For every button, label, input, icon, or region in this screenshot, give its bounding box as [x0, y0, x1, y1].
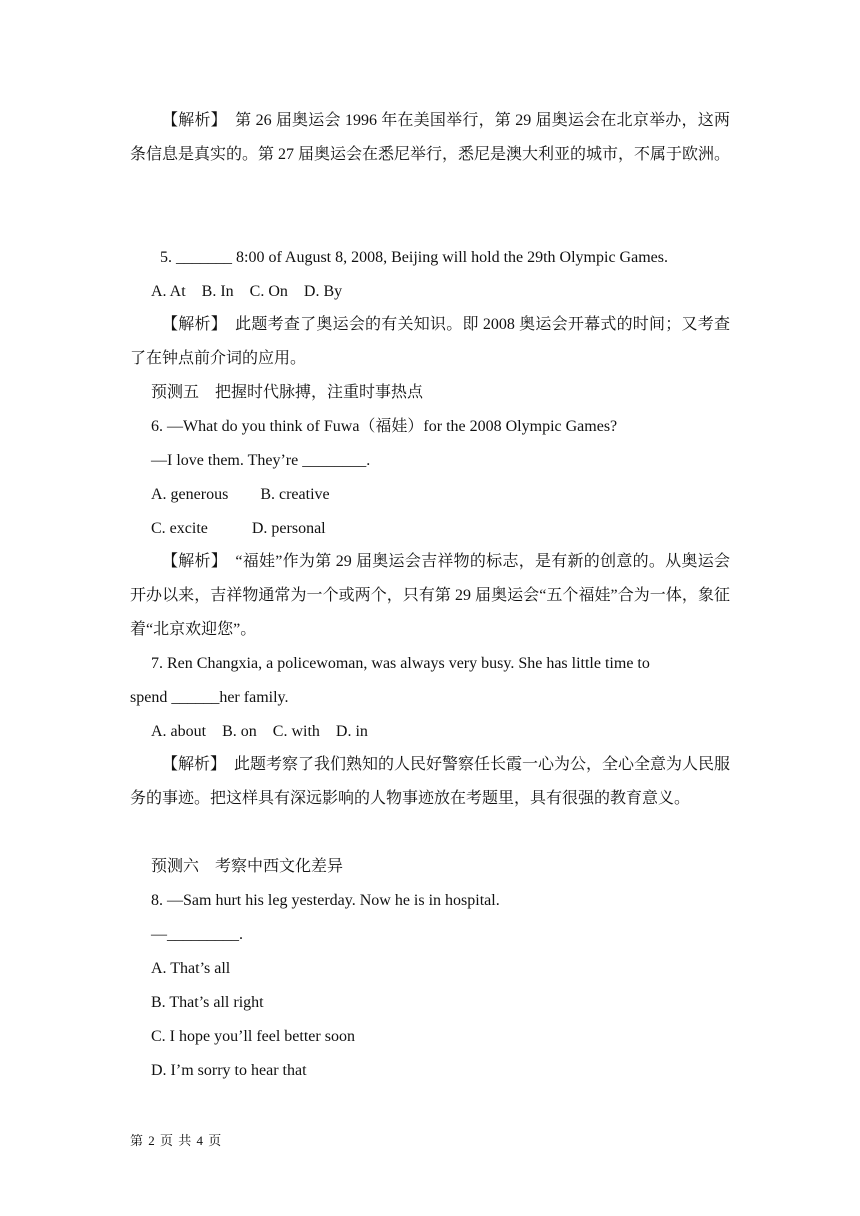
page-number-footer: 第 2 页 共 4 页	[130, 1133, 223, 1148]
analysis-paragraph-1: 【解析】 第 26 届奥运会 1996 年在美国举行，第 29 届奥运会在北京举办，这两条信息是真实的。第 27 届奥运会在悉尼举行，悉尼是澳大利亚的城市，不属于欧洲。	[130, 112, 731, 163]
question-7-options: A. about B. on C. with D. in	[151, 723, 368, 740]
analysis-paragraph-4: 【解析】 此题考察了我们熟知的人民好警察任长霞一心为公，全心全意为人民服务的事迹。把这样具有深远影响的人物事迹放在考题里，具有很强的教育意义。	[130, 756, 731, 807]
question-6-options-ab: A. generous B. creative	[151, 486, 330, 503]
question-8: 8. —Sam hurt his leg yesterday. Now he is in hospital.	[151, 892, 500, 909]
question-6: 6. —What do you think of Fuwa（福娃）for the 2008 Olympic Games?	[151, 418, 618, 435]
question-8-option-a: A. That’s all	[151, 960, 231, 977]
question-7-line-1: 7. Ren Changxia, a policewoman, was always very busy. She has little time to	[151, 655, 650, 672]
question-5-options: A. At B. In C. On D. By	[151, 283, 343, 300]
analysis-paragraph-3: 【解析】 “福娃”作为第 29 届奥运会吉祥物的标志，是有新的创意的。从奥运会开办以来，吉祥物通常为一个或两个，只有第 29 届奥运会“五个福娃”合为一体，象征着“北京欢迎您”。	[130, 553, 730, 638]
question-8-option-b: B. That’s all right	[151, 994, 264, 1011]
question-6-reply: —I love them. They’re ________.	[151, 452, 371, 469]
question-5: 5. _______ 8:00 of August 8, 2008, Beijing will hold the 29th Olympic Games.	[160, 249, 668, 266]
question-7-line-2: spend ______her family.	[130, 689, 289, 706]
analysis-paragraph-2: 【解析】 此题考查了奥运会的有关知识。即 2008 奥运会开幕式的时间；又考查了在钟点前介词的应用。	[130, 316, 730, 367]
question-8-reply: —_________.	[151, 926, 243, 943]
question-8-option-d: D. I’m sorry to hear that	[151, 1062, 307, 1079]
prediction-5-heading: 预测五 把握时代脉搏，注重时事热点	[151, 384, 424, 401]
question-8-option-c: C. I hope you’ll feel better soon	[151, 1028, 355, 1045]
question-6-options-cd: C. excite D. personal	[151, 520, 326, 537]
prediction-6-heading: 预测六 考察中西文化差异	[151, 858, 344, 875]
